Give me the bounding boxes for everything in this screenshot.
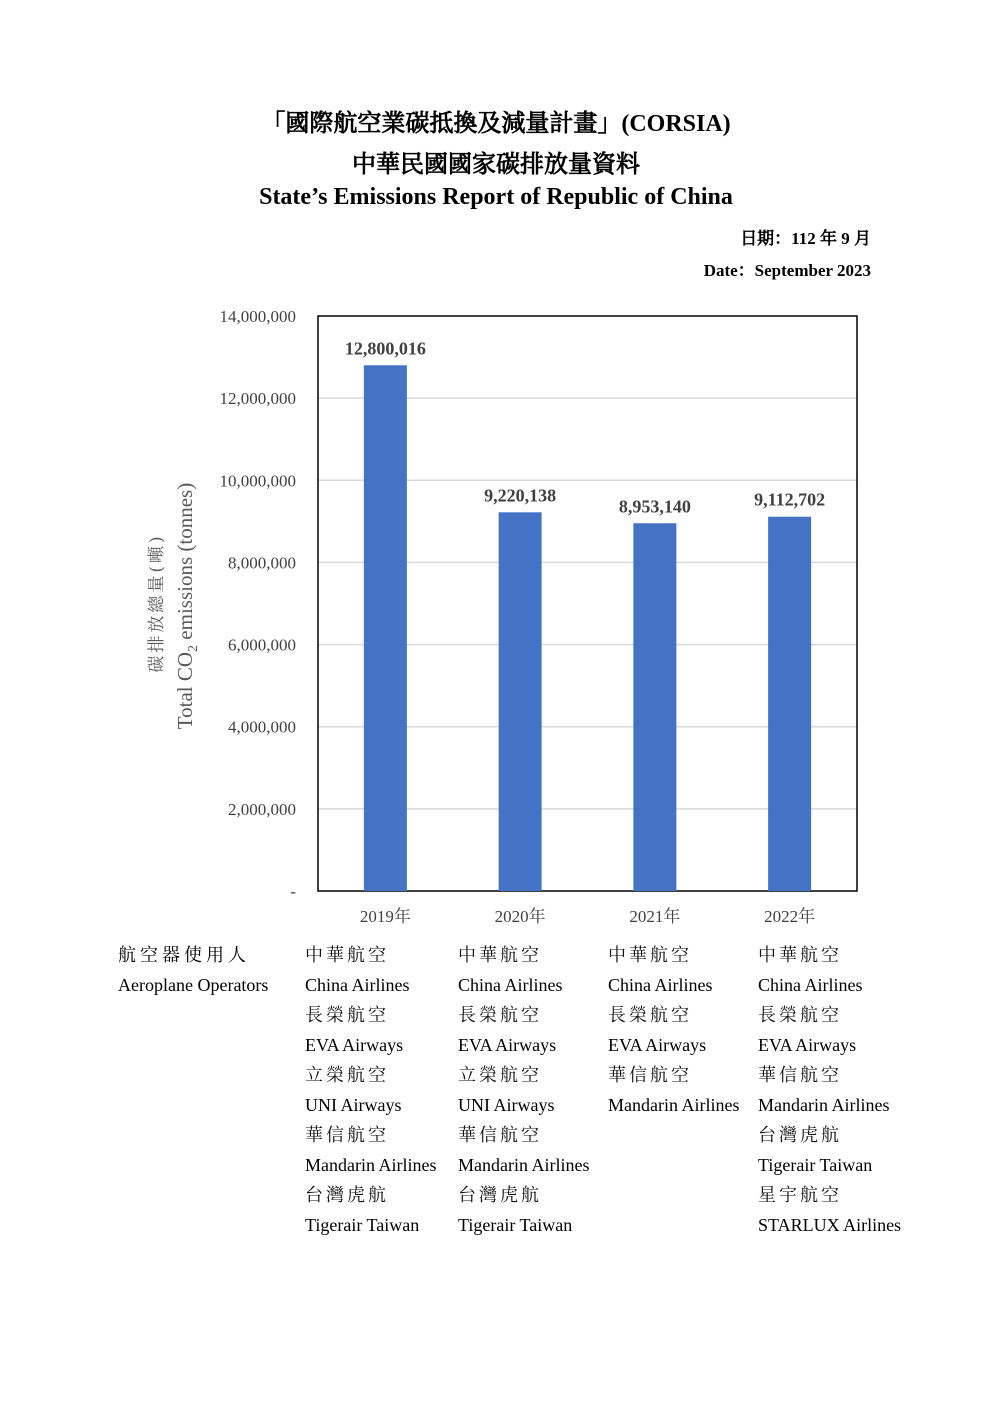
operator-entry [608, 940, 739, 1000]
operator-entry [608, 1000, 739, 1060]
y-axis-title-en: Total $CO_2$ emissions (tonnes) [173, 482, 201, 730]
bar-2020年 [499, 512, 542, 891]
operator-entry [458, 1180, 589, 1240]
operator-name-zh: 華信航空 [458, 1125, 542, 1145]
title-line-3: State’s Emissions Report of Republic of China [259, 184, 733, 210]
x-tick-label: 2019年 [359, 907, 411, 926]
operator-name-zh: 華信航空 [608, 1065, 692, 1085]
operator-entry [458, 1000, 589, 1060]
operators-column-1 [305, 940, 436, 1240]
y-tick-label: 10,000,000 [219, 471, 296, 491]
operators-label [118, 940, 268, 1000]
bar-2022年 [768, 517, 811, 891]
operator-name-zh: 中華航空 [305, 945, 389, 965]
operator-name-en: China Airlines [305, 975, 410, 995]
operator-name-zh: 長榮航空 [458, 1005, 542, 1025]
operator-name-en: UNI Airways [458, 1095, 555, 1115]
title-line-2: 中華民國國家碳排放量資料 [352, 152, 640, 178]
operator-name-zh: 立榮航空 [458, 1065, 542, 1085]
y-tick-label: 14,000,000 [219, 307, 296, 326]
operator-entry [305, 1180, 436, 1240]
title-line-1: 「國際航空業碳抵換及減量計畫」(CORSIA) [261, 111, 731, 137]
y-axis-title-zh: 碳排放總量(噸) [147, 533, 167, 673]
data-label: 8,953,140 [618, 496, 691, 517]
operators-label-en: Aeroplane Operators [118, 975, 269, 995]
date-zh: 日期：112 年 9 月 [740, 229, 871, 248]
operators-column-3 [608, 940, 739, 1120]
bar-2019年 [364, 365, 407, 891]
operator-name-en: Tigerair Taiwan [458, 1215, 573, 1235]
operator-name-zh: 華信航空 [758, 1065, 842, 1085]
data-label: 12,800,016 [344, 338, 426, 359]
operator-entry [758, 1120, 901, 1180]
operator-entry [305, 940, 436, 1000]
operator-name-zh: 中華航空 [758, 945, 842, 965]
y-tick-label: 2,000,000 [228, 799, 296, 819]
operator-entry [458, 940, 589, 1000]
operator-entry [305, 1120, 436, 1180]
operator-name-zh: 長榮航空 [305, 1005, 389, 1025]
operator-name-en: EVA Airways [608, 1035, 707, 1055]
operator-name-en: Mandarin Airlines [305, 1155, 437, 1175]
date-en: Date：September 2023 [703, 261, 871, 280]
operator-name-en: UNI Airways [305, 1095, 402, 1115]
operator-entry [458, 1060, 589, 1120]
y-tick-label: 4,000,000 [228, 717, 296, 737]
operator-entry [458, 1120, 589, 1180]
operator-name-en: STARLUX Airlines [758, 1215, 902, 1235]
operator-entry [608, 1060, 739, 1120]
x-tick-label: 2022年 [764, 907, 816, 926]
operator-name-en: Tigerair Taiwan [758, 1155, 873, 1175]
data-label: 9,112,702 [754, 489, 826, 510]
operator-entry [758, 940, 901, 1000]
operator-name-en: China Airlines [758, 975, 863, 995]
operator-name-zh: 中華航空 [458, 945, 542, 965]
operator-name-en: EVA Airways [305, 1035, 404, 1055]
operator-name-zh: 台灣虎航 [758, 1125, 842, 1145]
operator-name-en: China Airlines [608, 975, 713, 995]
operator-name-en: Mandarin Airlines [758, 1095, 890, 1115]
operators-label-zh: 航空器使用人 [118, 945, 250, 965]
operator-name-zh: 台灣虎航 [458, 1185, 542, 1205]
operator-name-en: China Airlines [458, 975, 563, 995]
operator-name-en: EVA Airways [758, 1035, 857, 1055]
data-label: 9,220,138 [484, 485, 557, 506]
operator-entry [758, 1060, 901, 1120]
operator-name-en: Mandarin Airlines [608, 1095, 740, 1115]
y-tick-label: 6,000,000 [228, 635, 296, 655]
operator-name-zh: 星宇航空 [758, 1185, 842, 1205]
operator-name-en: EVA Airways [458, 1035, 557, 1055]
operator-name-zh: 立榮航空 [305, 1065, 389, 1085]
operator-name-en: Tigerair Taiwan [305, 1215, 420, 1235]
y-tick-label: 8,000,000 [228, 553, 296, 573]
operator-entry [305, 1000, 436, 1060]
operators-column-4 [758, 940, 901, 1240]
y-tick-label: - [290, 882, 296, 901]
operator-entry [758, 1180, 901, 1240]
operator-entry [305, 1060, 436, 1120]
x-tick-label: 2020年 [494, 907, 546, 926]
operator-name-zh: 華信航空 [305, 1125, 389, 1145]
x-tick-label: 2021年 [629, 907, 681, 926]
y-tick-label: 12,000,000 [219, 389, 296, 409]
operator-name-zh: 台灣虎航 [305, 1185, 389, 1205]
operator-name-zh: 長榮航空 [608, 1005, 692, 1025]
operator-name-zh: 長榮航空 [758, 1005, 842, 1025]
operator-name-zh: 中華航空 [608, 945, 692, 965]
bar-2021年 [633, 523, 676, 891]
operator-entry [758, 1000, 901, 1060]
operator-name-en: Mandarin Airlines [458, 1155, 590, 1175]
operators-column-2 [458, 940, 589, 1240]
